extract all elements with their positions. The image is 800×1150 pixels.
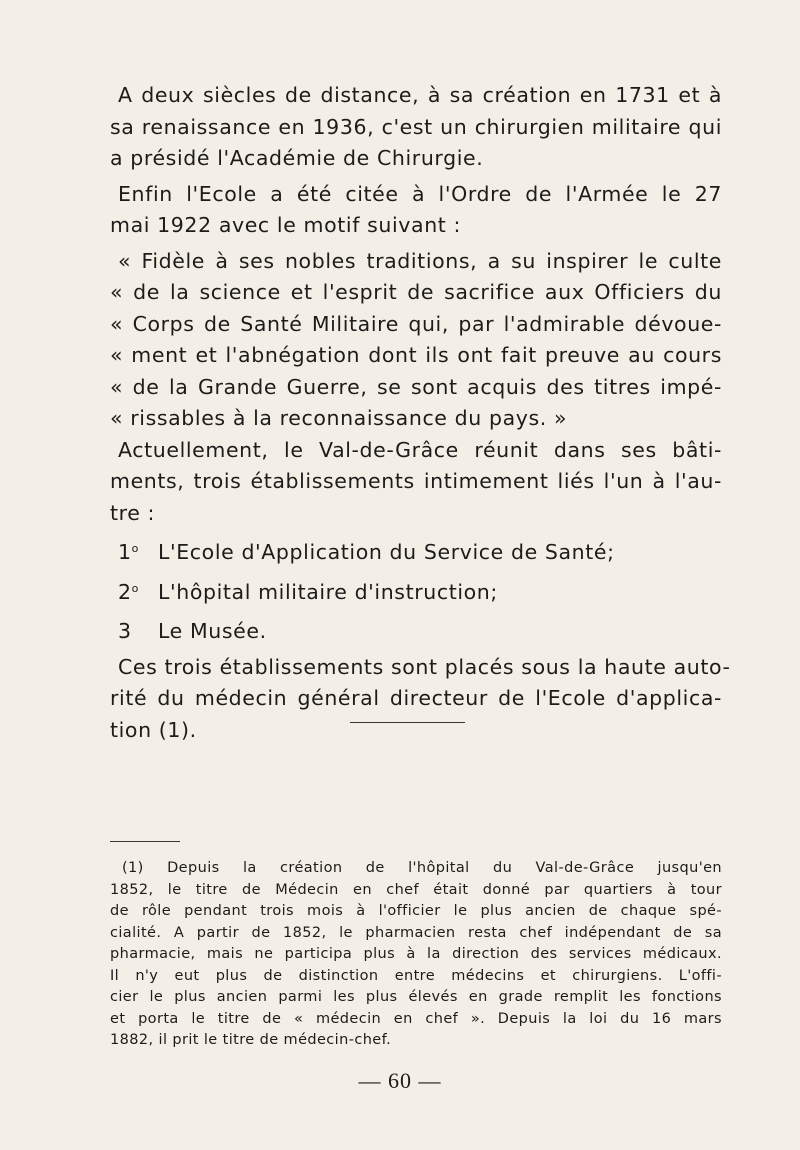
page-number: — 60 —	[358, 1068, 442, 1093]
quote-line: « rissables à la reconnaissance du pays. »	[110, 406, 568, 430]
footnote-line: pharmacie, mais ne participa plus à la direction des services médicaux.	[110, 946, 722, 962]
list-text: L'hôpital militaire d'instruction;	[158, 579, 498, 604]
text-line: Enfin l'Ecole a été citée à l'Ordre de l'Armée le 27	[118, 181, 722, 206]
text-line: A deux siècles de distance, à sa création en 1731 et à	[118, 83, 722, 107]
footnote	[110, 858, 722, 1052]
footnote-line: (1) Depuis la création de l'hôpital du Val-de-Grâce jusqu'en	[122, 860, 722, 876]
text-line: sa renaissance en 1936, c'est un chirurgien militaire qui	[110, 114, 722, 139]
citation-quote	[110, 246, 722, 435]
text-line: ments, trois établissements intimement liés l'un à l'au-	[110, 469, 722, 493]
text-line: tre :	[110, 500, 156, 525]
text-line: tion (1).	[110, 717, 197, 742]
quote-line: « de la Grande Guerre, se sont acquis des titres impé-	[110, 374, 722, 399]
footnote-line: et porta le titre de « médecin en chef ». Depuis la loi du 16 mars	[110, 1010, 722, 1027]
list-number: 1$^o$	[118, 540, 139, 564]
footnote-rule	[110, 841, 180, 842]
text-line: Actuellement, le Val-de-Grâce réunit dans ses bâti-	[118, 437, 722, 462]
footnote-line: 1852, le titre de Médecin en chef était donné par quartiers à tour	[110, 881, 722, 898]
list-item	[110, 612, 722, 648]
paragraph-academie	[110, 80, 722, 175]
paragraph-citation-intro	[110, 179, 722, 242]
list-item	[110, 573, 722, 609]
main-text	[110, 80, 731, 746]
footnote-line: cialité. A partir de 1852, le pharmacien resta chef indépendant de sa	[110, 924, 722, 941]
quote-line: « de la science et l'esprit de sacrifice aux Officiers du	[110, 280, 722, 304]
footnote-line: cier le plus ancien parmi les plus élevés en grade remplit les fonctions	[110, 989, 722, 1005]
footnote-line: de rôle pendant trois mois à l'officier le plus ancien de chaque spé-	[110, 903, 722, 919]
list-number: 3	[118, 619, 132, 643]
paragraph-etablissements	[110, 435, 722, 530]
text-line: rité du médecin général directeur de l'Ecole d'applica-	[110, 686, 722, 710]
establishment-list	[110, 533, 722, 648]
section-separator	[350, 722, 465, 723]
text-line: a présidé l'Académie de Chirurgie.	[110, 146, 484, 170]
footnote-line: 1882, il prit le titre de médecin-chef.	[110, 1032, 392, 1048]
text-line: Ces trois établissements sont placés sous la haute auto-	[118, 654, 731, 679]
quote-line: « ment et l'abnégation dont ils ont fait preuve au cours	[110, 343, 722, 367]
quote-line: « Corps de Santé Militaire qui, par l'admirable dévoue-	[110, 311, 722, 336]
list-text: Le Musée.	[158, 619, 267, 643]
quote-line: « Fidèle à ses nobles traditions, a su inspirer le culte	[118, 248, 722, 273]
list-text: L'Ecole d'Application du Service de Santé;	[158, 540, 615, 564]
footnote-line: Il n'y eut plus de distinction entre médecins et chirurgiens. L'offi-	[110, 967, 722, 984]
list-item	[110, 533, 722, 569]
text-line: mai 1922 avec le motif suivant :	[110, 213, 462, 237]
list-number: 2$^o$	[118, 579, 139, 604]
paragraph-autorite	[110, 652, 731, 747]
